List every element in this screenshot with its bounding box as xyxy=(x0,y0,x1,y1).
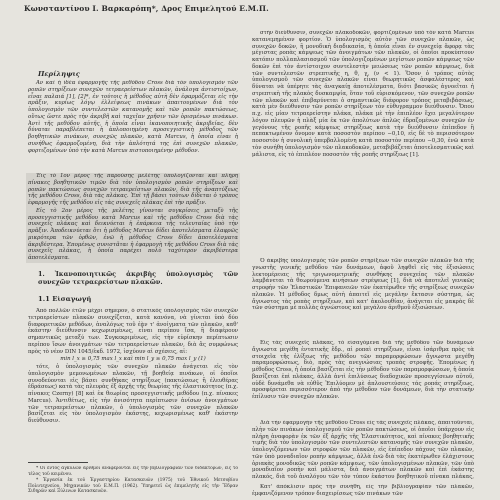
footnotes xyxy=(28,466,238,496)
summary-text-3: Εἰς τὸ 2ον μέρος τῆς μελέτης γίνονται συγκρίσεις μεταξὺ τῆς προσεγγιστικῆς μεθόδου κατὰ Marcus καὶ τῆς μεθόδου Cross διὰ τὰς συνεχεῖς πλάκας καὶ δεικνύεται ἡ ἐπάρκεια τῆς τελευταίας ὑπὸ τὴν πρᾶξιν. Ἀποδεικνύεται ὅτι ἡ μέθοδος Marcus δίδει ἀποτελέσματα ἐλαφρῶς μικρότερα τῶν ὀρθῶν, ἐνῶ ἡ μέθοδος Cross δίδει ἀποτελέσματα ἀκριβέστερα. Ἑπομένως συνιστᾶται ἡ ἐφαρμογὴ τῆς μεθόδου Cross διὰ τὰς συνεχεῖς πλάκας, ἡ ὁποία παρέχει πολὺ ταχύτερον ἀκριβέστερα ἀποτελέσματα. xyxy=(28,207,238,261)
formula-1: min l_x ≥ 0,75 max l_x καὶ min l_y ≥ 0,75 max l_y (1) xyxy=(60,356,206,363)
right-paragraph-5: Κατ' ἀπόκλισιν πρὸς τὴν συνήθη, εἰς τὴν βιβλιογραφίαν τῶν πλακῶν, ἐμφανιζόμενον τρόπον διαχειρίσεως τῶν πινάκων τῶν xyxy=(252,484,474,497)
footnote-1: * Οἱ ἐντὸς ἀγκυλῶν ἀριθμοὶ ἀναφέρονται εἰς τὴν βιβλιογραφίαν τῶν διδακτόρων, εἰς τὸ τέλος τοῦ κειμένου. xyxy=(28,466,238,477)
right-column-top xyxy=(252,30,474,255)
summary-text-1: Ἀν καὶ ἡ ἰδέα ἐφαρμογῆς τῆς μεθόδου Cross διὰ τὸν ὑπολογισμὸν τῶν ροπῶν στηρίξεων συνεχῶν τετραερείστων πλακῶν, ἀνάλογα ἀντιστοίχων, εἶναι παλαιά [1], [2]*, ἐν τούτοις ἡ μέθοδος αὐτὴ δὲν ἐφαρμόζεται εἰς τὴν πρᾶξιν, κυρίως λόγῳ ἐλλείψεως πινάκων ἀπαιτουμένων διὰ τὸν ὑπολογισμὸν τῶν συντελεστῶν κατανομῆς καὶ τῶν ροπῶν πακτώσεως, οὕτως ὥστε πρὸς τὴν ἀκριβῆ καὶ ταχεῖαν χρῆσιν τῶν ὁρισμένων πινάκων. Ἀντὶ τῆς μεθόδου αὐτῆς, ἡ ὁποία εἶναι ἱκανοποιητικῆς ἀκριβείας, δὲν δύναται παραβλέπεται ἡ ἀπλοποιημένη προσεγγιστικὴ μέθοδος τῶν βοηθητικῶν πινάκων, συνεχῶς πλακῶν, κατὰ Marcus, ἡ ὁποία εἶναι ἡ συνήθως ἐφαρμοζομένη, διὰ τὴν ἀπλότητά της ἐπὶ συνεχῶν πλακῶν, φορτιζομένων ὑπὸ τὴν κατὰ Marcus πιστοποιημένην μέθοδον. xyxy=(28,80,238,154)
body-paragraph-2: τότε, ὁ ὑπολογισμὸς τῶν συνεχῶν πλακῶν ἀνάγεται εἰς τὸν ὑπολογισμὸν μεμονωμένων πλακῶν, τῇ βοηθείᾳ πινάκων, οἱ ὁποῖοι συνοδεύονται εἰς βάσει συνθήκας στηρίξεως (πακτώσεως ἢ ἐλευθέρας ἐδράσεως) κατὰ τὰς πλευρὰς ἐξ ἀρχῆς τῆς θεωρίας τῆς ἐλαστικότητος (π.χ. πίνακες Czerny) [8] καὶ ἐκ θεωρίας προσεγγιστικῆς μεθόδου (π.χ. πίνακες Marcus). Ἀντιθέτως, εἰς τὴν ἀνισότητα περίπτωσιν ἀνίσων ἀνοιγμάτων τῶν τετραερείστων πλακῶν, ὁ ὑπολογισμὸς τῶν συνεχῶν πλακῶν βασίζεται εἰς τὸν ὑπολογισμὸν ἐκάστης, κεχωρισμένως καθ' ἑκάστην διεύθυνσιν. xyxy=(28,364,238,424)
right-paragraph-2: Ὁ ἀκριβὴς ὑπολογισμὸς τῶν ροπῶν στηρίξεων τῶν συνεχῶν πλακῶν διὰ τῆς γνωστῆς γενικῆς μεθόδου τῶν δυνάμεων, ἀφοῦ ληφθεῖ εἰς τὰς ἐξισώσεις λεκτομέρειας τῆς τριγωνομετρικῆς συνθήκης συνεχείας τῶν πλακῶν λαμβάνεται τὰ θεωρούμενα κινήσεων στρέψεως [1], διὰ νὰ ἀποτελεῖ γενικῶς στροφὴν τῶν Ἐλαστικῶν Ἐπιφανειῶν τῶν ἑκατέρωθεν τῆς στηρίξεως συνεχῶν πλακῶν. Ἡ μέθοδος δμως αὐτὴ ἀπαιτεῖ εἰς μεγάλην ἔκτασιν σύστημα, ὡς ἄγνωστος τὰς ροπὰς στηρίξεων, καὶ κατ' ἀκολουθίαν, ἀνάγεται εἰς μακρὰς δἐ τῶν σύστημα μὲ πολλὰς ἀγνώστους καὶ μεγάλου ἀριθμοῦ ἐξισώσεων. xyxy=(252,258,474,312)
right-column-b1 xyxy=(252,340,474,418)
right-paragraph-4: Διὰ τὴν ἐφαρμογὴν τῆς μεθόδου Cross εἰς τὰς συνεχεῖς πλάκας, ἀπαιτοῦνται, πλὴν τῶν πινάκων ὑπολογισμοῦ τῶν ροπῶν πακτώσεως, οἱ ὁποῖοι ὑπάρχουν εἰς πλήρη ἀναφορὰν ἐκ τῶν ἐξ ἀρχῆς τῆς Ἐλαστικότητος, καὶ πίνακες βοηθητικῆς τιμῆς διὰ τὸν ὑπολογισμὸν τῶν συντελεστῶν κατανομῆς τῶν συνεχῶν πλακῶν, ὑπολογιζόμενων τῶν στροφῶν τῶν πλακῶν, εἰς ἐπίπεδον πάχους τῶν πλακῶν, τῶν ὑπὸ μοναδιαῖον ροπὴν κάμψεως, ἀλλὰ ἐνῶ διὰ τὰς ἑκατέρωθεν ἐλάχιστους ὁριακὰς μονοδικῶς τῶν ροπῶν κάμψεως, τῶν ὑπολογισμένων πλακῶν, τῶν ὑπὸ μοναδιαῖον ροπὴν καὶ μάλιστα, διὰ ἀνοιγμάτων πλακῶν καὶ ἐπὶ ἐκάστης πλακός, διὰ τοῦ ἀναλόγου τῶν τὸν τύπον ἑκάστου βοηθητικοῦ πίνακα πλάκας, xyxy=(252,420,474,480)
section-1-1-title: 1.1 Εἰσαγωγή xyxy=(38,296,92,303)
footnote-2: * Ἐργασία ἐκ τοῦ Ἐργαστηρίου Κατασκευῶν (1975) τοῦ Ἐθνικοῦ Μετσοβίου Πολυτεχνείου, Μηχανικῶν τοῦ Ε.Μ.Π. (1962). Ὑπηρετεῖ ὡς ἐπιμελητὴς εἰς τὴν Ἕδραν Σιδηρῶν καὶ Ξύλινων Κατασκευῶν. xyxy=(28,478,238,494)
right-paragraph-1: στὴν διεύθυνσιν, συνεχῶν πλακοδοκῶν, φορτιζομένων ὑπὸ τὸν κατὰ Marcus κατανεμημένον φορτίον. Ὁ ὑπολογισμὸς αὐτὸν τῶν συνεχῶν πλακῶν, ὡς συνεχῶν δοκῶν, ἢ μονοδικὴ διαδικασία, ἡ ὁποία εἶναι ἐν συνεχείᾳ ἄφορᾳ τὰς μέγιστας ροπὰς κάμψεως τῶν ἀνοιγμάτων τῶν πλακῶν, οἱ ὁποῖοι προκύπτουν κατόπιν πολλαπλασιασμοῦ τῶν ὑπολογιζομένων μεγίστων ροπῶν κάμψεως τῶν δοκῶν ἐπὶ τὸν ἀντίστοιχον συντελεστὴν μειώσεως τῶν ροπῶν κάμψεως, διὰ τῶν συντελεστῶν στρεπτικῆς η, θ, γ, (ν < 1). Ὅσον ὁ τρόπος αὐτὸς ὑπολογισμοῦ τῶν συνεχῶν πλακῶν εἶναι θεωρητικῶς ἀσφαλέστερος καὶ δύναται νὰ ὑπέρητε τὰς ἀναγκαίῃ ἀποτελέσματα, διότι βασικῶς ἀγνοεῖται ἡ στρεπτικὴ τῆς πλακὸς δυσκαμψία, ὅταν τοῦ εὐρισκόμενον, τῶν συνεχῶν ροπῶν τῶν πλακῶν καὶ ἐπιβαρύνεται ὁ σημαντικῶς διάφορον τρόπος μεταβιβάσεως, κατὰ μὲν διεύθυνσιν τῶν ροπῶν στηρίξεων τὸν εὐθυγραμμον διεύθυνσιν. Ὄπου π.χ. εἰς μίαν τετραερείστην πλάκα, πλάκα μὲ τὴν ἐπιπλέον ἔχει μεγαλύτερον λόγον πλευρῶν ἡ πλὰξ μία ἐκ τῶν ἀπολύτων ἀπλῶς ἐδραζομένων συνεχῶν ἐν γεγόνους τῆς ροπῆς κάμψεως στηρίξεως κατὰ τὴν διεύθυνσιν ἐπίπεδον ἢ πεπακτωμένον ὄνομον κατὰ ποσοστὸν περίπου −0,10, εἰς δὲ τὸ περισσότερον ποσοστὸν ἡ συνολικὴ ὑπερβαλλομένη κατὰ ποσοστὸν περίπου −0,30, ἐνῶ κατὰ τὸν συνήθη ὑπολογισμὸν τῶν πλακοδοκῶν, μεταβιβάζεται ἀποτελεσματικῶς καὶ μάλιστα, εἰς τὸ ἐπιπλέον ποσοστὸν τῆς ροπῆς στηρίξεως [1]. xyxy=(252,30,474,158)
right-column-b2 xyxy=(252,420,474,480)
right-column-mid xyxy=(252,258,474,333)
section-1-title: 1. Ἰκανοποιητικῶς ἀκριβὴς ὑπολογισμὸς τῶν συνεχῶν τετραερείστων πλακῶν. xyxy=(38,270,238,286)
body-paragraph-1: Ἀπὸ πολλῶν ἐτῶν μέχρι σήμερον, ὁ στατικὸς ὑπολογισμὸς τῶν συνεχῶν τετραερείστων πλακῶν συνεχίζεται, κατὰ κανόνα, νὰ γίνεται ὑπὸ δύο διαφορετικῶν μεθόδων, ἀναλόγως τοῦ ἐὰν τ' ἀνοίγματα τῶν πλακῶν, καθ' ἑκάστην διεύθυνσιν κεχωρισμένως, εἶναι περίπου ἴσα, ἢ διαφέρουν σημαντικῶς μεταξύ των. Συγκεκριμένως, εἰς τὴν εὑρίσκην περίπτωσιν περίπου ἴσων ἀνοιγμάτων τῶν τετραερείστων πλακῶν, διὰ ἃς συμφώνως πρὸς τὸ νέον DIN 1045/ἑκδ. 1972, ἰσχύουν αἱ σχέσεις, αἱ: xyxy=(28,308,238,355)
summary-paragraph-1 xyxy=(28,80,238,170)
summary-title: Περίληψις xyxy=(38,70,80,78)
section-1-1-body xyxy=(28,308,238,458)
summary-paragraphs-2-3 xyxy=(28,173,238,265)
right-column-last xyxy=(252,484,474,498)
right-paragraph-3: Εἰς τὰς συνεχεῖς πλάκας, τὸ εἰσαγόμενα διὰ τῆς μεθόδου τῶν δυνάμεων ἄγνωστα μεγέθη ἐντατικῆς ἕδρ., αἱ ροπαὶ στηρίξεων, εἶναι ἰσάριθμα πρὸς τὰ στοιχεῖα τῆς ἐλίξεως τῆς μεθόδου τῶν παραμορφώσεων ἄγνωστα μεγέθη παραμορφώσεως, διὸ, πρὸς τὰς ανεγνώσιας τροπὰς στροφῆς. Ἑπομένως ἡ μέθοδος Cross, ἡ ὁποία βασίζεται εἰς τὴν μέθοδον τῶν παραμορφώσεων, ἡ ὁποία βασίζεται ἐπὶ πλάκας, ἀλλὰ ἀντὶ ἐπιλύσεως διαδοχικῶν προσεγγίσεων αὐτοῦ, οὐδὲ δυνάμεθα νὰ εὐθῦς Ἐπιλύομεν μὲ ἀπλουστεύσεις τάς ροπάς στηρίξεως, προσφέρεται περισσότερον ἀπὸ τὴν μέθοδον τῶν δυνάμεων, διὰ τὴν στατικὴν ἐπίλυσιν τῶν συνεχῶν πλακῶν. xyxy=(252,340,474,400)
footnote-rule xyxy=(28,462,88,463)
author-header: Κωνσταντίνου Ι. Βαρκαρόπη*, Δρος Επιμελητού Ε.Μ.Π. xyxy=(24,4,269,13)
summary-text-2: Ἐις τὸ 1ον μέρος τῆς παρούσης μελέτης ὑπολογίζονται καὶ πλήρη πίνακες βοηθητικῶν τιμῶν διὰ τὸν ὑπολογισμὸν ροπῶν στηρίξεων καὶ ροπῶν πακτώσεως συνεχῶν τετραερείστων πλακῶν, διὰ τῆς ἀναπτύξεως τῆς μεθόδου Cross, διὰ τὰς πλάκας. Ἐπὶ τῇ βάσει τούτων δίδεται ὁ τρόπος ἐφαρμογῆς τῆς μεθόδου εἰς τὰς συνεχεῖς πλάκας ἐπὶ τὴν πρᾶξιν. xyxy=(28,173,238,206)
